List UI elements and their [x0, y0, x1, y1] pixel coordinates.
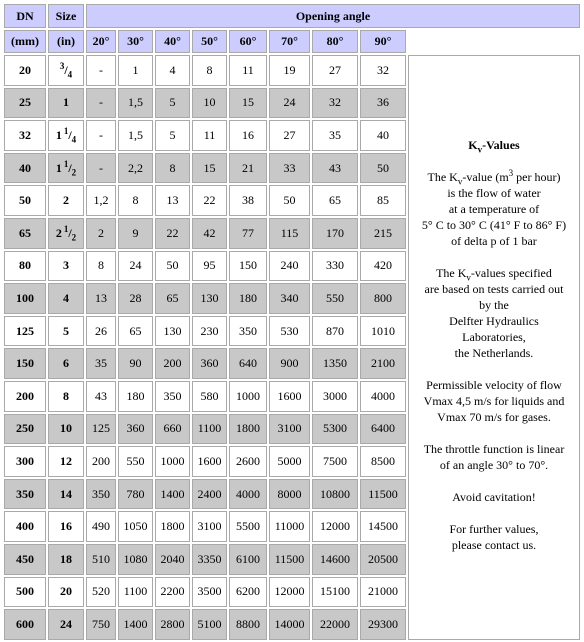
kv-value-cell: 8000 — [269, 479, 310, 510]
kv-value-cell: 32 — [312, 88, 358, 119]
kv-value-cell: 530 — [269, 316, 310, 347]
kv-value-cell: 42 — [192, 218, 227, 249]
dn-cell: 300 — [4, 446, 46, 477]
kv-value-cell: 12000 — [269, 577, 310, 608]
kv-value-cell: 65 — [155, 283, 190, 314]
kv-value-cell: 35 — [312, 120, 358, 151]
kv-value-cell: 15 — [229, 88, 267, 119]
kv-value-cell: 33 — [269, 153, 310, 184]
dn-cell: 25 — [4, 88, 46, 119]
kv-value-cell: 900 — [269, 348, 310, 379]
kv-value-cell: 350 — [229, 316, 267, 347]
size-fraction: $^1/_4$ — [63, 125, 77, 145]
kv-value-cell: 11 — [192, 120, 227, 151]
kv-values-table — [2, 2, 582, 642]
kv-value-cell: 870 — [312, 316, 358, 347]
kv-value-cell: 50 — [155, 251, 190, 282]
kv-value-cell: 2 — [86, 218, 116, 249]
header-dn: DN — [4, 4, 46, 28]
kv-value-cell: 1600 — [269, 381, 310, 412]
kv-value-cell: 660 — [155, 414, 190, 445]
header-angle-70: 70° — [269, 30, 310, 53]
kv-info-panel — [408, 55, 580, 640]
header-angle-20: 20° — [86, 30, 116, 53]
kv-value-cell: 3350 — [192, 544, 227, 575]
size-cell: 20 — [48, 577, 84, 608]
header-spacer — [408, 30, 580, 53]
kv-value-cell: 360 — [192, 348, 227, 379]
header-angle-50: 50° — [192, 30, 227, 53]
kv-value-cell: 27 — [312, 55, 358, 86]
kv-value-cell: 43 — [312, 153, 358, 184]
kv-value-cell: 90 — [118, 348, 153, 379]
kv-value-cell: 3100 — [192, 511, 227, 542]
kv-value-cell: 1,2 — [86, 185, 116, 216]
dn-cell: 200 — [4, 381, 46, 412]
header-row-2 — [4, 30, 580, 53]
kv-value-cell: 340 — [269, 283, 310, 314]
kv-value-cell: 750 — [86, 609, 116, 640]
kv-value-cell: 5 — [155, 120, 190, 151]
kv-value-cell: 16 — [229, 120, 267, 151]
kv-value-cell: 1800 — [229, 414, 267, 445]
kv-value-cell: 36 — [360, 88, 406, 119]
kv-value-cell: 22 — [155, 218, 190, 249]
kv-value-cell: 10 — [192, 88, 227, 119]
kv-value-cell: 640 — [229, 348, 267, 379]
dn-cell: 150 — [4, 348, 46, 379]
kv-value-cell: 38 — [229, 185, 267, 216]
info-paragraph-cavitation: Avoid cavitation! — [452, 490, 536, 505]
size-cell: 1 $^1/_4$ — [48, 120, 84, 151]
kv-value-cell: 24 — [118, 251, 153, 282]
header-angle-40: 40° — [155, 30, 190, 53]
kv-value-cell: 1,5 — [118, 88, 153, 119]
kv-value-cell: 2800 — [155, 609, 190, 640]
kv-value-cell: 130 — [155, 316, 190, 347]
size-cell: 16 — [48, 511, 84, 542]
kv-value-cell: 4000 — [229, 479, 267, 510]
info-paragraph-tests: The $K_v$-values specified are based on tests carried out by the Delfter Hydraulics Laboratories, the Netherlands. — [424, 266, 564, 361]
kv-value-cell: 5000 — [269, 446, 310, 477]
kv-value-cell: 32 — [360, 55, 406, 86]
dn-cell: 20 — [4, 55, 46, 86]
kv-value-cell: 490 — [86, 511, 116, 542]
size-cell: 1 — [48, 88, 84, 119]
kv-value-cell: 14600 — [312, 544, 358, 575]
kv-value-cell: 1400 — [155, 479, 190, 510]
kv-value-cell: 1080 — [118, 544, 153, 575]
kv-value-cell: 2040 — [155, 544, 190, 575]
kv-value-cell: 5300 — [312, 414, 358, 445]
kv-value-cell: 1400 — [118, 609, 153, 640]
size-fraction: $^1/_2$ — [63, 158, 77, 177]
dn-cell: 250 — [4, 414, 46, 445]
kv-value-cell: 1100 — [192, 414, 227, 445]
kv-value-cell: - — [86, 153, 116, 184]
kv-value-cell: 13 — [86, 283, 116, 314]
dn-cell: 100 — [4, 283, 46, 314]
kv-value-cell: 5100 — [192, 609, 227, 640]
dn-cell: 600 — [4, 609, 46, 640]
kv-values-table-container — [2, 2, 582, 631]
kv-value-cell: 8 — [192, 55, 227, 86]
size-fraction: $^1/_2$ — [63, 223, 77, 243]
size-cell: 10 — [48, 414, 84, 445]
size-cell: 4 — [48, 283, 84, 314]
size-cell: 3 — [48, 251, 84, 282]
kv-value-cell: - — [86, 55, 116, 86]
kv-value-cell: 95 — [192, 251, 227, 282]
kv-value-cell: - — [86, 88, 116, 119]
size-cell: 1 $^1/_2$ — [48, 153, 84, 184]
header-size: Size — [48, 4, 84, 28]
kv-value-cell: 2,2 — [118, 153, 153, 184]
kv-value-cell: 8 — [86, 251, 116, 282]
size-cell: 24 — [48, 609, 84, 640]
kv-value-cell: 215 — [360, 218, 406, 249]
kv-value-cell: 360 — [118, 414, 153, 445]
table-row — [4, 55, 580, 86]
kv-value-cell: 21 — [229, 153, 267, 184]
kv-value-cell: 35 — [86, 348, 116, 379]
kv-value-cell: 1800 — [155, 511, 190, 542]
dn-cell: 500 — [4, 577, 46, 608]
kv-value-cell: 180 — [118, 381, 153, 412]
kv-value-cell: 3000 — [312, 381, 358, 412]
dn-cell: 80 — [4, 251, 46, 282]
kv-value-cell: 27 — [269, 120, 310, 151]
size-cell: 5 — [48, 316, 84, 347]
kv-value-cell: 43 — [86, 381, 116, 412]
dn-cell: 350 — [4, 479, 46, 510]
info-paragraph-contact: For further values, please contact us. — [449, 522, 539, 553]
kv-value-cell: 6100 — [229, 544, 267, 575]
kv-value-cell: 22000 — [312, 609, 358, 640]
kv-value-cell: 20500 — [360, 544, 406, 575]
kv-value-cell: 8500 — [360, 446, 406, 477]
kv-value-cell: 2100 — [360, 348, 406, 379]
dn-cell: 50 — [4, 185, 46, 216]
kv-value-cell: 180 — [229, 283, 267, 314]
kv-value-cell: 150 — [229, 251, 267, 282]
kv-value-cell: 2400 — [192, 479, 227, 510]
kv-value-cell: 19 — [269, 55, 310, 86]
kv-value-cell: 24 — [269, 88, 310, 119]
kv-value-cell: 85 — [360, 185, 406, 216]
kv-value-cell: - — [86, 120, 116, 151]
kv-value-cell: 50 — [269, 185, 310, 216]
header-unit-in: (in) — [48, 30, 84, 53]
size-cell: 18 — [48, 544, 84, 575]
kv-value-cell: 200 — [86, 446, 116, 477]
kv-value-cell: 40 — [360, 120, 406, 151]
kv-value-cell: 550 — [118, 446, 153, 477]
kv-value-cell: 8 — [155, 153, 190, 184]
kv-value-cell: 1,5 — [118, 120, 153, 151]
info-paragraph-throttle: The throttle function is linear of an angle 30° to 70°. — [423, 442, 565, 473]
kv-value-cell: 77 — [229, 218, 267, 249]
kv-value-cell: 26 — [86, 316, 116, 347]
dn-cell: 40 — [4, 153, 46, 184]
kv-value-cell: 550 — [312, 283, 358, 314]
kv-value-cell: 6400 — [360, 414, 406, 445]
kv-value-cell: 1050 — [118, 511, 153, 542]
kv-value-cell: 12000 — [312, 511, 358, 542]
kv-value-cell: 50 — [360, 153, 406, 184]
kv-value-cell: 800 — [360, 283, 406, 314]
kv-value-cell: 15 — [192, 153, 227, 184]
kv-value-cell: 1 — [118, 55, 153, 86]
kv-value-cell: 1100 — [118, 577, 153, 608]
kv-value-cell: 29300 — [360, 609, 406, 640]
header-row-1 — [4, 4, 580, 28]
kv-value-cell: 170 — [312, 218, 358, 249]
kv-value-cell: 2200 — [155, 577, 190, 608]
kv-value-cell: 3100 — [269, 414, 310, 445]
kv-value-cell: 15100 — [312, 577, 358, 608]
size-cell: 8 — [48, 381, 84, 412]
kv-value-cell: 200 — [155, 348, 190, 379]
kv-value-cell: 65 — [118, 316, 153, 347]
kv-value-cell: 350 — [155, 381, 190, 412]
header-angle-90: 90° — [360, 30, 406, 53]
kv-value-cell: 14500 — [360, 511, 406, 542]
kv-value-cell: 28 — [118, 283, 153, 314]
info-paragraph-velocity: Permissible velocity of flow Vmax 4,5 m/s for liquids and Vmax 70 m/s for gases. — [423, 378, 565, 425]
size-cell — [48, 55, 84, 86]
header-opening-angle: Opening angle — [86, 4, 580, 28]
kv-value-cell: 6200 — [229, 577, 267, 608]
kv-value-cell: 130 — [192, 283, 227, 314]
kv-value-cell: 21000 — [360, 577, 406, 608]
kv-value-cell: 125 — [86, 414, 116, 445]
header-angle-80: 80° — [312, 30, 358, 53]
kv-value-cell: 780 — [118, 479, 153, 510]
kv-value-cell: 510 — [86, 544, 116, 575]
kv-value-cell: 11 — [229, 55, 267, 86]
kv-value-cell: 2600 — [229, 446, 267, 477]
kv-value-cell: 11500 — [360, 479, 406, 510]
kv-value-cell: 1000 — [155, 446, 190, 477]
size-cell: 12 — [48, 446, 84, 477]
dn-cell: 65 — [4, 218, 46, 249]
kv-value-cell: 5 — [155, 88, 190, 119]
kv-value-cell: 420 — [360, 251, 406, 282]
kv-value-cell: 4 — [155, 55, 190, 86]
kv-value-cell: 580 — [192, 381, 227, 412]
info-paragraph-kv-definition: The $K_v$-value ($m^3$ per hour) is the flow of water at a temperature of 5° C to 30° C (41° F to 86° F) of delta p of 1 bar — [421, 168, 567, 249]
dn-cell: 125 — [4, 316, 46, 347]
size-cell: 6 — [48, 348, 84, 379]
dn-cell: 32 — [4, 120, 46, 151]
header-angle-60: 60° — [229, 30, 267, 53]
kv-value-cell: 10800 — [312, 479, 358, 510]
kv-value-cell: 1010 — [360, 316, 406, 347]
kv-value-cell: 230 — [192, 316, 227, 347]
kv-value-cell: 14000 — [269, 609, 310, 640]
size-cell: 2 $^1/_2$ — [48, 218, 84, 249]
kv-value-cell: 520 — [86, 577, 116, 608]
kv-value-cell: 330 — [312, 251, 358, 282]
kv-value-cell: 8 — [118, 185, 153, 216]
table-body — [4, 55, 580, 640]
kv-value-cell: 1000 — [229, 381, 267, 412]
kv-value-cell: 350 — [86, 479, 116, 510]
kv-value-cell: 11500 — [269, 544, 310, 575]
kv-value-cell: 4000 — [360, 381, 406, 412]
kv-value-cell: 3500 — [192, 577, 227, 608]
kv-value-cell: 11000 — [269, 511, 310, 542]
kv-value-cell: 1600 — [192, 446, 227, 477]
info-title: $K_v$-Values — [468, 138, 520, 155]
size-fraction: $^3/_4$ — [59, 60, 73, 80]
kv-value-cell: 65 — [312, 185, 358, 216]
kv-value-cell: 115 — [269, 218, 310, 249]
size-cell: 14 — [48, 479, 84, 510]
kv-value-cell: 9 — [118, 218, 153, 249]
kv-value-cell: 240 — [269, 251, 310, 282]
header-unit-mm: (mm) — [4, 30, 46, 53]
kv-value-cell: 13 — [155, 185, 190, 216]
kv-value-cell: 1350 — [312, 348, 358, 379]
size-cell: 2 — [48, 185, 84, 216]
dn-cell: 400 — [4, 511, 46, 542]
kv-value-cell: 5500 — [229, 511, 267, 542]
header-angle-30: 30° — [118, 30, 153, 53]
kv-value-cell: 8800 — [229, 609, 267, 640]
kv-value-cell: 22 — [192, 185, 227, 216]
dn-cell: 450 — [4, 544, 46, 575]
kv-value-cell: 7500 — [312, 446, 358, 477]
